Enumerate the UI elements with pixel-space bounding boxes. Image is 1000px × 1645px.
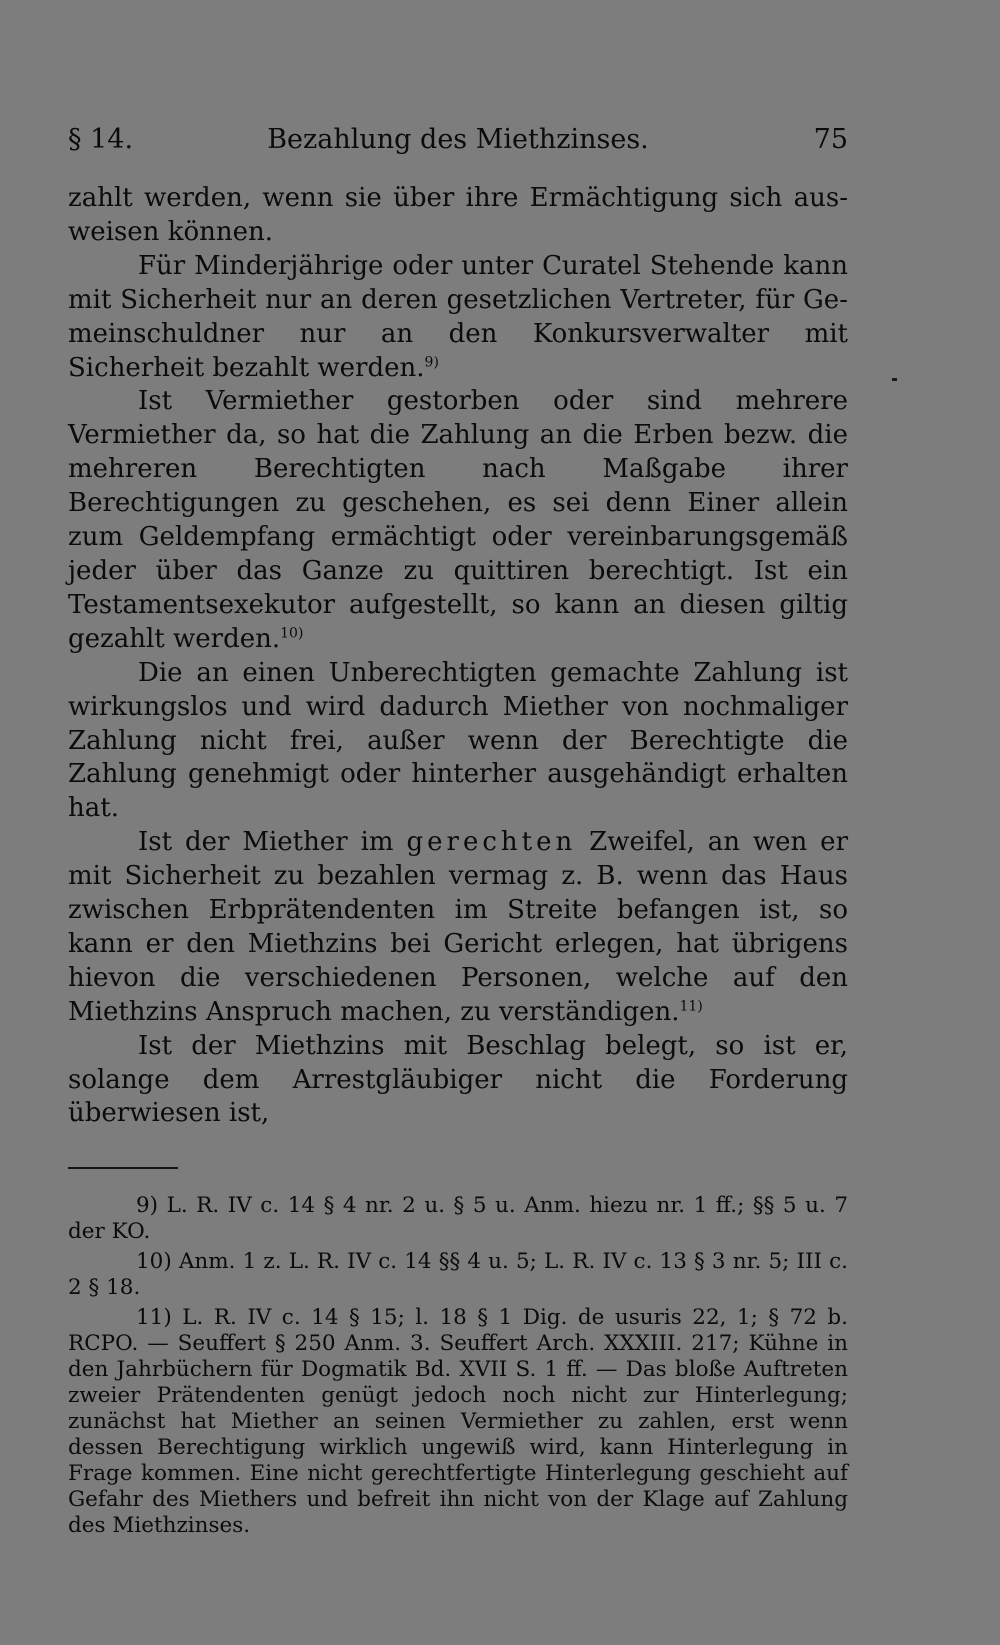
header-title: Bezahlung des Miethzinses.	[267, 124, 649, 155]
paragraph-4: Die an einen Unberechtigten gemachte Zahlung ist wirkungslos und wird dadurch Miether von nochmaliger Zahlung nicht frei, außer wenn der Berechtigte die Zahlung genehmigt oder hinterher ausgehändigt erhalten hat.	[68, 657, 848, 824]
footnote-10: 10) Anm. 1 z. L. R. IV c. 14 §§ 4 u. 5; L. R. IV c. 13 § 3 nr. 5; III c. 2 § 18.	[68, 1249, 848, 1301]
footnotes	[68, 1193, 848, 1539]
footnote-9: 9) L. R. IV c. 14 § 4 nr. 2 u. § 5 u. Anm. hiezu nr. 1 ff.; §§ 5 u. 7 der KO.	[68, 1193, 848, 1245]
main-text	[68, 182, 848, 1131]
book-page	[68, 124, 848, 1543]
paragraph-3: Ist Vermiether gestorben oder sind mehrere Vermiether da, so hat die Zahlung an die Erben bezw. die mehreren Berechtigten nach Maßgabe ihrer Berechtigungen zu geschehen, es sei denn Einer allein zum Geldempfang ermächtigt oder vereinbarungsgemäß jeder über das Ganze zu quittiren berechtigt. Ist ein Testamentsexekutor aufgestellt, so kann an diesen giltig gezahlt werden.$^{10)}$	[68, 386, 848, 654]
footnote-ref-11: 11)	[679, 998, 703, 1015]
paragraph-2: Für Minderjährige oder unter Curatel Stehende kann mit Sicherheit nur an deren gesetzlichen Vertreter, für Gemeinschuldner nur an den Konkursverwalter mit Sicherheit bezahlt werden.$^{9)}$	[68, 250, 848, 383]
footnote-separator	[68, 1167, 178, 1169]
footnote-ref-9: 9)	[424, 353, 439, 370]
scan-speck	[892, 378, 897, 381]
emphasized-word: gerechten	[406, 827, 577, 858]
paragraph-5: Ist der Miether im gerechten Zweifel, an wen er mit Sicherheit zu bezahlen vermag z. B. wenn das Haus zwischen Erbprätendenten im Streite befangen ist, so kann er den Miethzins bei Gericht erlegen, hat übrigens hievon die verschiedenen Personen, welche auf den Miethzins Anspruch machen, zu verständigen.$^{11)}$	[68, 827, 848, 1027]
page-number: 75	[813, 124, 848, 155]
running-header	[68, 124, 848, 164]
paragraph-6: Ist der Miethzins mit Beschlag belegt, so ist er, solange dem Arrestgläubiger nicht die Forderung überwiesen ist,	[68, 1030, 848, 1129]
paragraph-1: zahlt werden, wenn sie über ihre Ermächtigung sich ausweisen können.	[68, 183, 848, 247]
footnote-11: 11) L. R. IV c. 14 § 15; l. 18 § 1 Dig. de usuris 22, 1; § 72 b. RCPO. — Seuffert § 250 Anm. 3. Seuffert Arch. XXXIII. 217; Kühne in den Jahrbüchern für Dogmatik Bd. XVII S. 1 ff. — Das bloße Auftreten zweier Prätendenten genügt jedoch noch nicht zur Hinterlegung; zunächst hat Miether an seinen Vermiether zu zahlen, erst wenn dessen Berechtigung wirklich ungewiß wird, kann Hinterlegung in Frage kommen. Eine nicht gerechtfertigte Hinterlegung geschieht auf Gefahr des Miethers und befreit ihn nicht von der Klage auf Zahlung des Miethzinses.	[68, 1305, 848, 1539]
header-section: § 14.	[68, 124, 134, 155]
footnote-ref-10: 10)	[280, 625, 304, 642]
